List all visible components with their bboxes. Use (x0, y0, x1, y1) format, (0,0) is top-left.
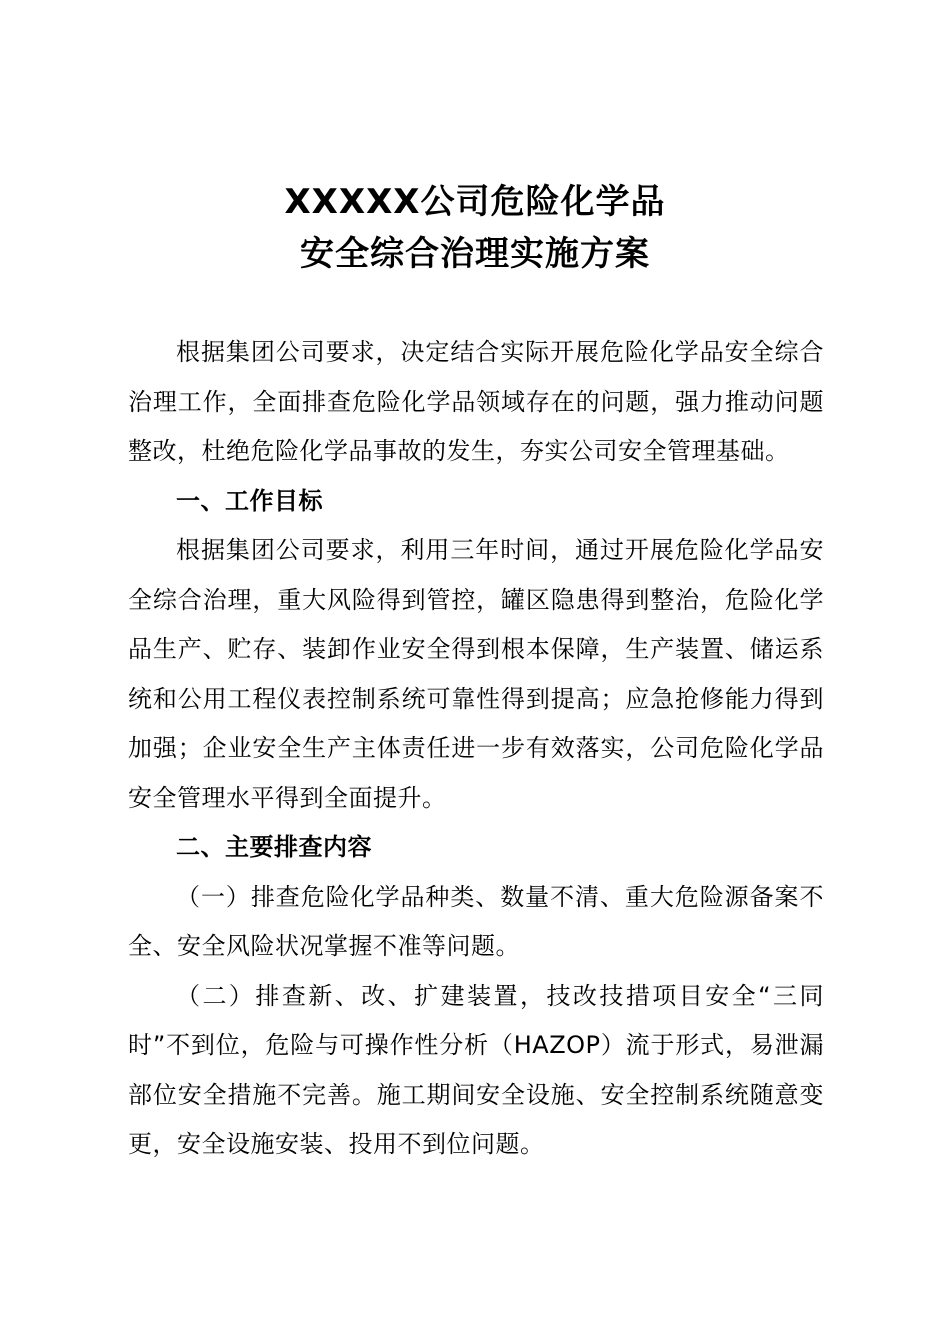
intro-paragraph: 根据集团公司要求，决定结合实际开展危险化学品安全综合治理工作，全面排查危险化学品领域存在的问题，强力推动问题整改，杜绝危险化学品事故的发生，夯实公司安全管理基础。 (128, 338, 824, 465)
goals-paragraph: 根据集团公司要求，利用三年时间，通过开展危险化学品安全综合治理，重大风险得到管控，罐区隐患得到整治，危险化学品生产、贮存、装卸作业安全得到根本保障，生产装置、储运系统和公用工程仪表控制系统可靠性得到提高；应急抢修能力得到加强；企业安全生产主体责任进一步有效落实，公司危险化学品安全管理水平得到全面提升。 (128, 536, 824, 812)
title-line-2: 安全综合治理实施方案 (300, 234, 650, 274)
inspection-item-1: （一）排查危险化学品种类、数量不清、重大危险源备案不全、安全风险状况掌握不准等问题。 (128, 882, 824, 960)
section-heading-inspection: 二、主要排查内容 (176, 833, 372, 861)
document-body (128, 328, 824, 1170)
inspection-item-2: （二）排查新、改、扩建装置，技改技措项目安全“三同时”不到位，危险与可操作性分析（HAZOP）流于形式，易泄漏部位安全措施不完善。施工期间安全设施、安全控制系统随意变更，安全设施安装、投用不到位问题。 (128, 981, 824, 1158)
document-title (0, 176, 950, 280)
section-heading-goals: 一、工作目标 (176, 486, 323, 515)
title-line-1: XXXXX公司危险化学品 (284, 182, 666, 222)
